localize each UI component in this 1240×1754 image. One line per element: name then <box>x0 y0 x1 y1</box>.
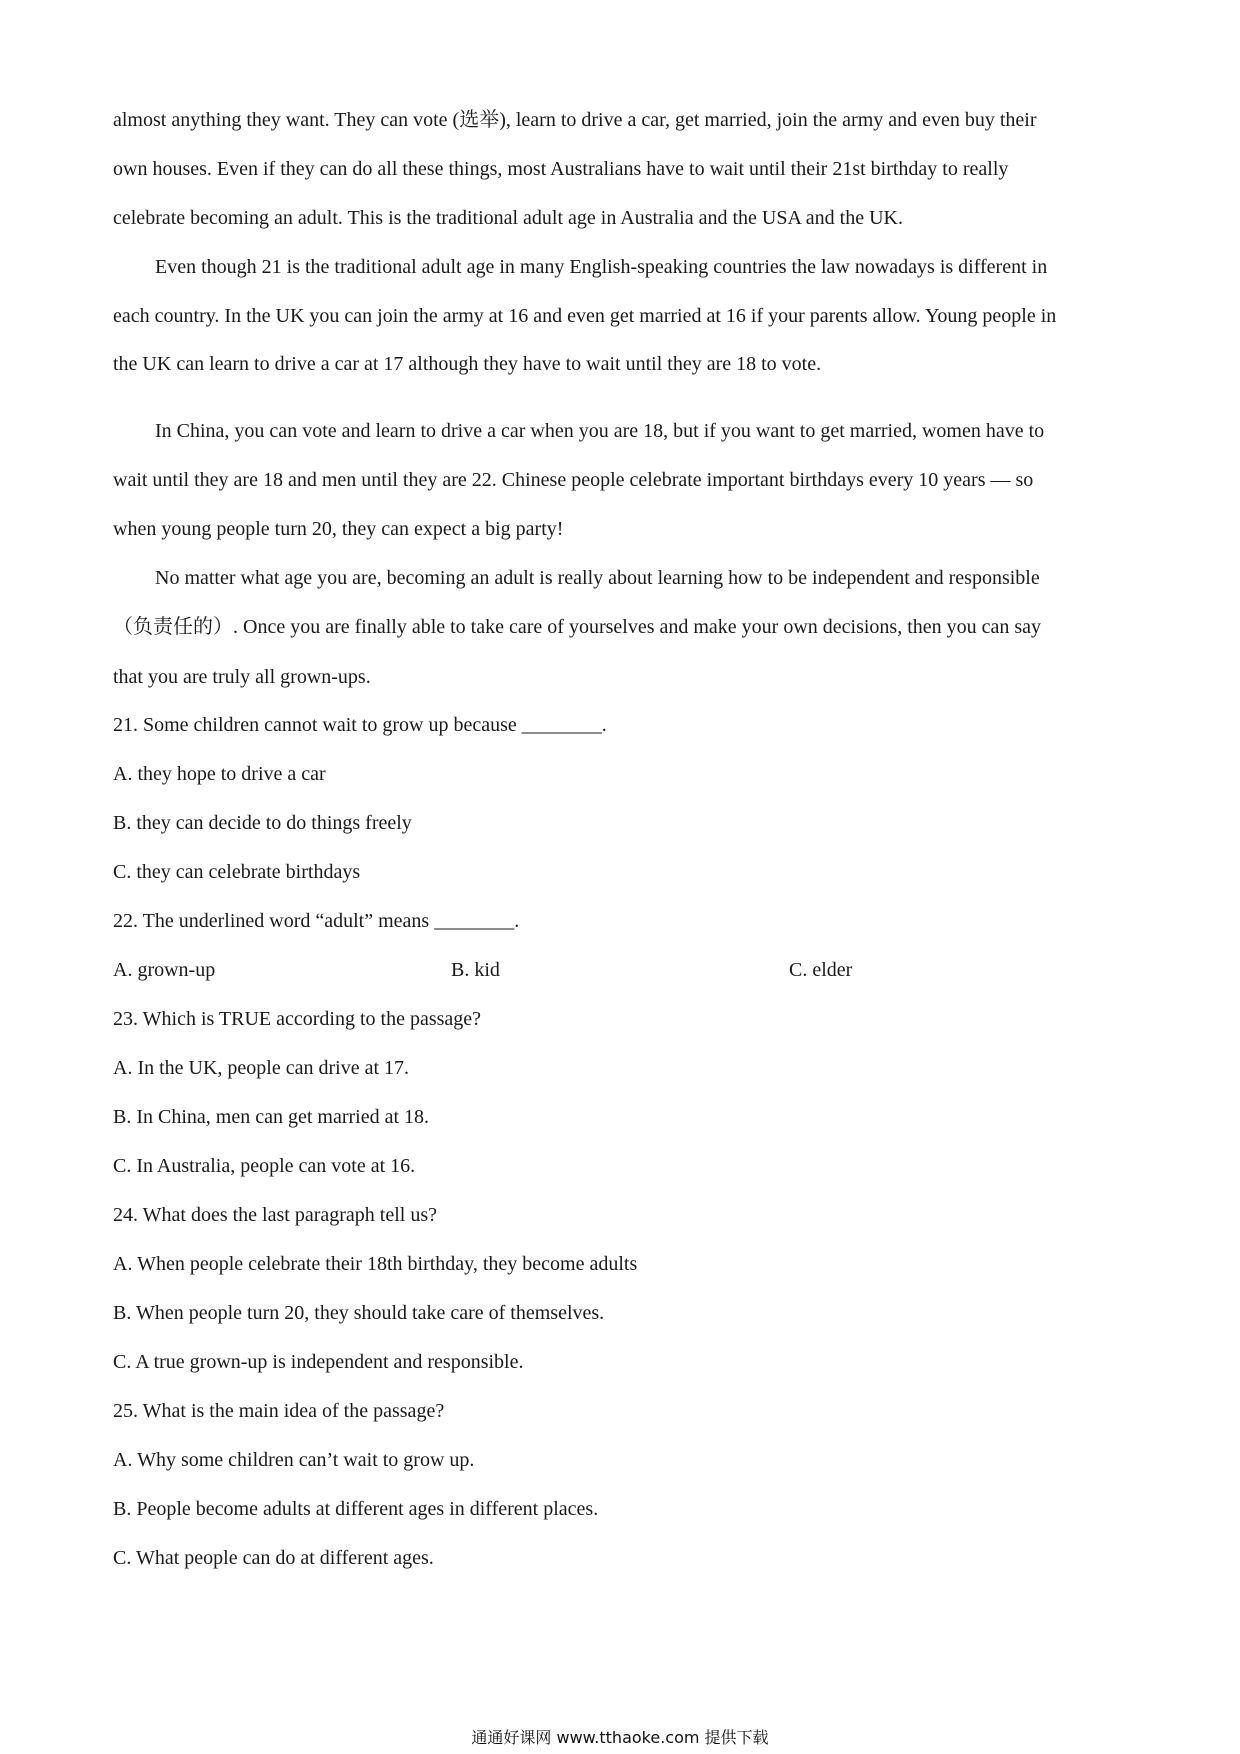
passage-line: when young people turn 20, they can expect a big party! <box>113 518 564 540</box>
passage-line: own houses. Even if they can do all these things, most Australians have to wait until their 21st birthday to really <box>113 158 1009 180</box>
passage-line: celebrate becoming an adult. This is the traditional adult age in Australia and the USA and the UK. <box>113 207 903 229</box>
passage-line: the UK can learn to drive a car at 17 although they have to wait until they are 18 to vote. <box>113 353 822 375</box>
answer-option: B. When people turn 20, they should take care of themselves. <box>113 1302 605 1324</box>
answer-option: C. they can celebrate birthdays <box>113 861 361 883</box>
passage-line: No matter what age you are, becoming an adult is really about learning how to be independent and responsible <box>155 567 1040 589</box>
answer-option: B. kid <box>451 959 500 981</box>
answer-option: B. they can decide to do things freely <box>113 812 412 834</box>
answer-option: C. In Australia, people can vote at 16. <box>113 1155 416 1177</box>
answer-option: A. grown-up <box>113 959 216 981</box>
answer-option: C. A true grown-up is independent and responsible. <box>113 1351 524 1373</box>
answer-option: A. In the UK, people can drive at 17. <box>113 1057 410 1079</box>
passage-line: wait until they are 18 and men until they are 22. Chinese people celebrate important birthdays every 10 years — so <box>113 469 1034 491</box>
answer-option: B. People become adults at different ages in different places. <box>113 1498 599 1520</box>
question-stem: 22. The underlined word “adult” means ________. <box>113 910 520 932</box>
passage-line: each country. In the UK you can join the army at 16 and even get married at 16 if your parents allow. Young people in <box>113 305 1057 327</box>
answer-option: A. they hope to drive a car <box>113 763 326 785</box>
passage-line: almost anything they want. They can vote (选举), learn to drive a car, get married, join the army and even buy their <box>113 109 1037 131</box>
passage-line: that you are truly all grown-ups. <box>113 666 371 688</box>
answer-option: B. In China, men can get married at 18. <box>113 1106 430 1128</box>
answer-option: A. When people celebrate their 18th birthday, they become adults <box>113 1253 638 1275</box>
answer-option: A. Why some children can’t wait to grow up. <box>113 1449 475 1471</box>
question-stem: 21. Some children cannot wait to grow up because ________. <box>113 714 607 736</box>
answer-option: C. What people can do at different ages. <box>113 1547 434 1569</box>
answer-option: C. elder <box>789 959 853 981</box>
passage-line: Even though 21 is the traditional adult age in many English-speaking countries the law nowadays is different in <box>155 256 1048 278</box>
question-stem: 23. Which is TRUE according to the passage? <box>113 1008 482 1030</box>
question-stem: 25. What is the main idea of the passage? <box>113 1400 445 1422</box>
question-stem: 24. What does the last paragraph tell us? <box>113 1204 437 1226</box>
passage-line: （负责任的）. Once you are finally able to take care of yourselves and make your own decisions, then you can say <box>113 616 1042 638</box>
page-footer: 通通好课网 www.tthaoke.com 提供下载 <box>471 1728 769 1747</box>
passage-line: In China, you can vote and learn to drive a car when you are 18, but if you want to get married, women have to <box>155 420 1045 442</box>
